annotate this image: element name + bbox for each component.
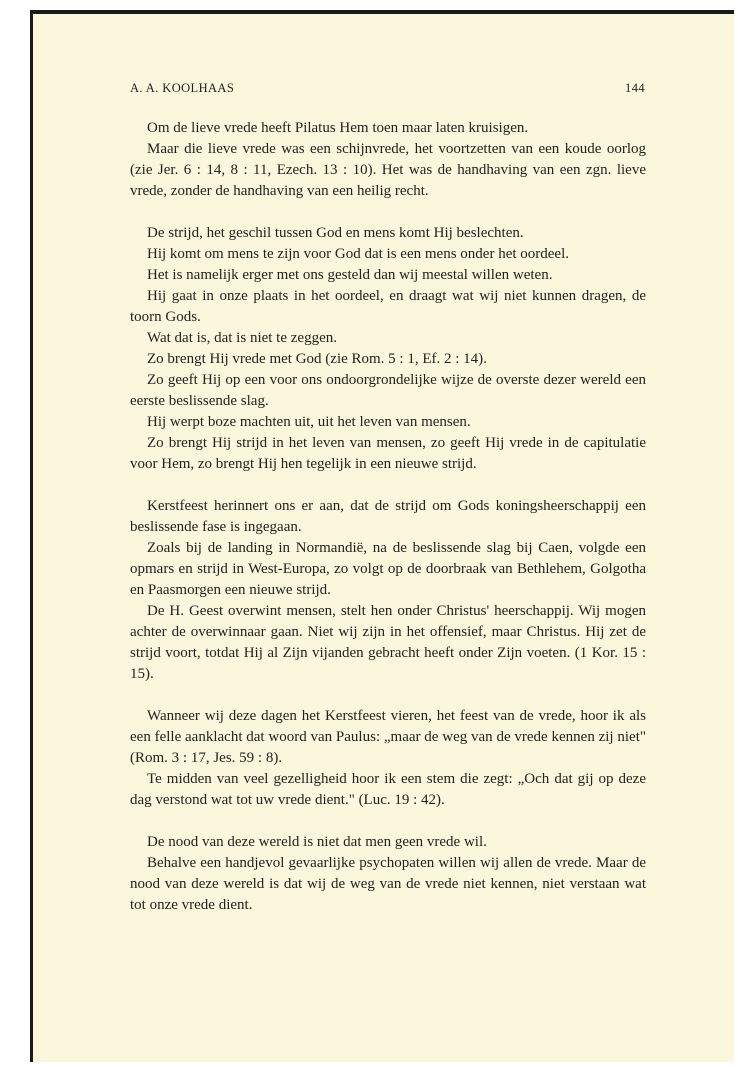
- paragraph: De H. Geest overwint mensen, stelt hen onder Christus' heerschappij. Wij mogen achter de overwinnaar gaan. Niet wij zijn in het offensief, maar Christus. Hij zet de strijd voort, totdat Hij al Zijn vijanden gebracht heeft onder Zijn voeten. (1 Kor. 15 : 15).: [130, 603, 646, 682]
- body-text: [130, 118, 646, 916]
- section-gap: [130, 202, 646, 223]
- paragraph: Wat dat is, dat is niet te zeggen.: [147, 330, 337, 346]
- section-gap: [130, 811, 646, 832]
- paragraph: Hij gaat in onze plaats in het oordeel, en draagt wat wij niet kunnen dragen, de toorn Gods.: [130, 288, 646, 325]
- paragraph: Behalve een handjevol gevaarlijke psychopaten willen wij allen de vrede. Maar de nood van deze wereld is dat wij de weg van de vrede niet kennen, niet verstaan wat tot onze vrede dient.: [130, 855, 646, 913]
- paragraph: De strijd, het geschil tussen God en mens komt Hij beslechten.: [147, 225, 524, 241]
- running-header-author: A. A. KOOLHAAS: [130, 81, 235, 95]
- paragraph: Zoals bij de landing in Normandië, na de beslissende slag bij Caen, volgde een opmars en strijd in West-Europa, zo volgt op de doorbraak van Bethlehem, Golgotha en Paasmorgen een nieuwe strijd.: [130, 540, 646, 598]
- paragraph: Zo geeft Hij op een voor ons ondoorgrondelijke wijze de overste dezer wereld een eerste beslissende slag.: [130, 372, 646, 409]
- paragraph: De nood van deze wereld is niet dat men geen vrede wil.: [147, 834, 487, 850]
- page-number: 144: [625, 81, 645, 95]
- paragraph: Zo brengt Hij strijd in het leven van mensen, zo geeft Hij vrede in de capitulatie voor Hem, zo brengt Hij hen tegelijk in een nieuwe strijd.: [130, 435, 646, 472]
- paragraph: Te midden van veel gezelligheid hoor ik een stem die zegt: „Och dat gij op deze dag verstond wat tot uw vrede dient." (Luc. 19 : 42).: [130, 771, 646, 808]
- section-gap: [130, 475, 646, 496]
- paragraph: Zo brengt Hij vrede met God (zie Rom. 5 : 1, Ef. 2 : 14).: [147, 351, 487, 367]
- paragraph: Hij komt om mens te zijn voor God dat is een mens onder het oordeel.: [147, 246, 569, 262]
- document-page: [33, 14, 734, 1062]
- paragraph: Maar die lieve vrede was een schijnvrede, het voortzetten van een koude oorlog (zie Jer. 6 : 14, 8 : 11, Ezech. 13 : 10). Het was de handhaving van een zgn. lieve vrede, zonder de handhaving van een heilig recht.: [130, 141, 646, 199]
- paragraph: Het is namelijk erger met ons gesteld dan wij meestal willen weten.: [147, 267, 553, 283]
- paragraph: Hij werpt boze machten uit, uit het leven van mensen.: [147, 414, 471, 430]
- paragraph: Om de lieve vrede heeft Pilatus Hem toen maar laten kruisigen.: [147, 120, 529, 136]
- section-gap: [130, 685, 646, 706]
- paragraph: Kerstfeest herinnert ons er aan, dat de strijd om Gods koningsheerschappij een beslissende fase is ingegaan.: [130, 498, 646, 535]
- paragraph: Wanneer wij deze dagen het Kerstfeest vieren, het feest van de vrede, hoor ik als een felle aanklacht dat woord van Paulus: „maar de weg van de vrede kennen zij niet" (Rom. 3 : 17, Jes. 59 : 8).: [130, 708, 646, 766]
